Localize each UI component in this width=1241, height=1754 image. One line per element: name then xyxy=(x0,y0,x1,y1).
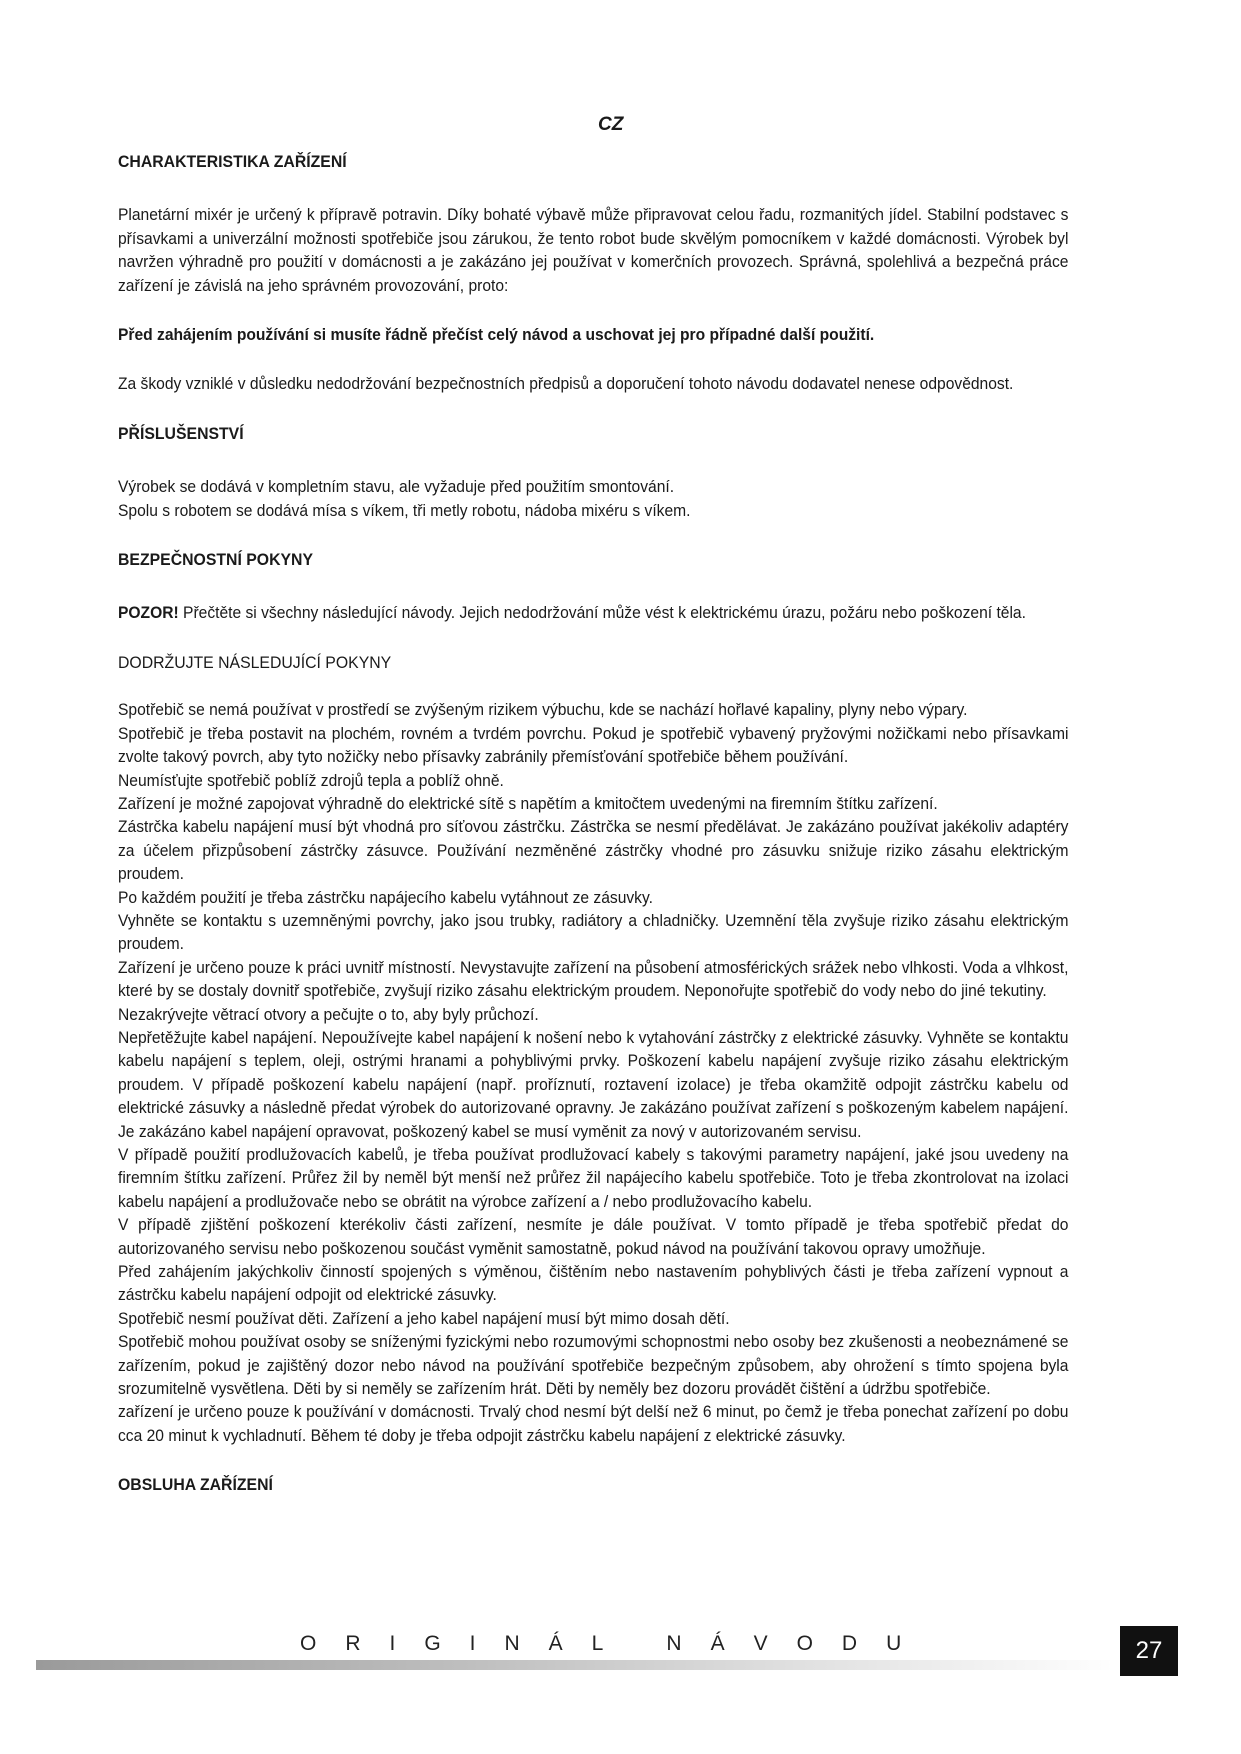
safety-item: zařízení je určeno pouze k používání v domácnosti. Trvalý chod nesmí být delší než 6 minut, po čemž je třeba ponechat zařízení po dobu cca 20 minut k vychladnutí. Během té doby je třeba odpojit zástrčku kabelu napájení z elektrické zásuvky. xyxy=(118,1402,1069,1445)
section-title-bezpecnost: BEZPEČNOSTNÍ POKYNY xyxy=(118,550,314,570)
warning-text: Přečtěte si všechny následující návody. Jejich nedodržování může vést k elektrickému úrazu, požáru nebo poškození těla. xyxy=(178,603,1026,623)
paragraph-warning xyxy=(118,601,1068,624)
section-title-charakteristika: CHARAKTERISTIKA ZAŘÍZENÍ xyxy=(118,152,347,171)
section-title-obsluha: OBSLUHA ZAŘÍZENÍ xyxy=(118,1475,273,1495)
paragraph-liability: Za škody vzniklé v důsledku nedodržování bezpečnostních předpisů a doporučení tohoto návodu dodavatel nenese odpovědnost. xyxy=(118,374,1014,394)
safety-item: Spotřebič mohou používat osoby se sníženými fyzickými nebo rozumovými schopnostmi nebo osoby bez zkušenosti a neobeznámené se zařízením, pokud je zajištěný dozor nebo návod na používání spotřebiče bezpečným způsobem, aby ohrožení s tímto spojena byla srozumitelně vysvětlena. Děti by si neměly se zařízením hrát. Děti by neměly bez dozoru provádět čištění a údržbu spotřebiče. xyxy=(118,1332,1069,1399)
paragraph-important-notice: Před zahájením používání si musíte řádně přečíst celý návod a uschovat jej pro případné další použití. xyxy=(118,325,875,345)
section-title-prislusenstvi: PŘÍSLUŠENSTVÍ xyxy=(118,423,244,443)
safety-item: Nepřetěžujte kabel napájení. Nepoužívejte kabel napájení k nošení nebo k vytahování zástrčky z elektrické zásuvky. Vyhněte se kontaktu kabelu napájení s teplem, oleji, ostrými hranami a pohyblivými prvky. Poškození kabelu napájení zvyšuje riziko zásahu elektrickým proudem. V případě poškození kabelu napájení (např. proříznutí, roztavení izolace) je třeba okamžitě odpojit zástrčku kabelu od elektrické zásuvky a následně předat výrobek do autorizované opravny. Je zakázáno používat zařízení s poškozeným kabelem napájení. Je zakázáno kabel napájení opravovat, poškozený kabel se musí vyměnit za nový v autorizovaném servisu. xyxy=(118,1027,1069,1141)
warning-label: POZOR! xyxy=(118,603,179,623)
safety-item: Vyhněte se kontaktu s uzemněnými povrchy, jako jsou trubky, radiátory a chladničky. Uzemnění těla zvyšuje riziko zásahu elektrickým proudem. xyxy=(118,910,1069,954)
footer-gradient-bar xyxy=(36,1660,1126,1670)
accessories-line-2: Spolu s robotem se dodává mísa s víkem, tři metly robotu, nádoba mixéru s víkem. xyxy=(118,500,691,520)
safety-item: Nezakrývejte větrací otvory a pečujte o to, aby byly průchozí. xyxy=(118,1004,539,1024)
safety-item: Zařízení je určeno pouze k práci uvnitř místností. Nevystavujte zařízení na působení atmosférických srážek nebo vlhkosti. Voda a vlhkost, které by se dostaly dovnitř spotřebiče, zvyšují riziko zásahu elektrickým proudem. Neponořujte spotřebič do vody nebo do jiné tekutiny. xyxy=(118,957,1069,1001)
safety-item: V případě zjištění poškození kterékoliv části zařízení, nesmíte je dále používat. V tomto případě je třeba spotřebič předat do autorizovaného servisu nebo poškozenou součást vyměnit samostatně, pokud návod na používání takovou opravy umožňuje. xyxy=(118,1215,1069,1258)
safety-item: Spotřebič nesmí používat děti. Zařízení a jeho kabel napájení musí být mimo dosah dětí. xyxy=(118,1308,730,1328)
safety-instructions-list xyxy=(118,698,1068,1447)
page-number: 27 xyxy=(1120,1626,1178,1676)
safety-item: Po každém použití je třeba zástrčku napájecího kabelu vytáhnout ze zásuvky. xyxy=(118,887,653,907)
safety-item: Spotřebič je třeba postavit na plochém, rovném a tvrdém povrchu. Pokud je spotřebič vybavený pryžovými nožičkami nebo přísavkami zvolte takový povrch, aby tyto nožičky nebo přísavky zabránily přemísťování spotřebiče během používání. xyxy=(118,723,1069,767)
safety-item: V případě použití prodlužovacích kabelů, je třeba používat prodlužovací kabely s takovými parametry napájení, jaké jsou uvedeny na firemním štítku zařízení. Průřez žil by neměl být menší než průřez žil napájecího kabelu spotřebiče. Toto je třeba zkontrolovat na izolaci kabelu napájení a prodlužovače nebo se obrátit na výrobce zařízení a / nebo prodlužovacího kabelu. xyxy=(118,1145,1069,1211)
subtitle-dodrzujte: DODRŽUJTE NÁSLEDUJÍCÍ POKYNY xyxy=(118,652,392,672)
page-content xyxy=(118,150,1068,1527)
safety-item: Před zahájením jakýchkoliv činností spojených s výměnou, čištěním nebo nastavením pohyblivých části je třeba zařízení vypnout a zástrčku kabelu napájení odpojit od elektrické zásuvky. xyxy=(118,1262,1069,1305)
accessories-line-1: Výrobek se dodává v kompletním stavu, ale vyžaduje před použitím smontování. xyxy=(118,477,675,497)
safety-item: Zařízení je možné zapojovat výhradně do elektrické sítě s napětím a kmitočtem uvedenými na firemním štítku zařízení. xyxy=(118,793,938,813)
paragraph-intro: Planetární mixér je určený k přípravě potravin. Díky bohaté výbavě může připravovat celou řadu, rozmanitých jídel. Stabilní podstavec s přísavkami a univerzální možnosti spotřebiče jsou zárukou, že tento robot bude skvělým pomocníkem v každé domácnosti. Výrobek byl navržen výhradně pro použití v domácnosti a je zakázáno jej používat v komerčních provozech. Správná, spolehlivá a bezpečná práce zařízení je závislá na jeho správném provozování, proto: xyxy=(118,205,1069,295)
paragraph-accessories xyxy=(118,475,1068,522)
safety-item: Zástrčka kabelu napájení musí být vhodná pro síťovou zástrčku. Zástrčka se nesmí předělávat. Je zakázáno používat jakékoliv adaptéry za účelem přizpůsobení zástrčky zásuvce. Používání nezměněné zástrčky vhodné pro zásuvku snižuje riziko zásahu elektrickým proudem. xyxy=(118,817,1069,884)
safety-item: Spotřebič se nemá používat v prostředí se zvýšeným rizikem výbuchu, kde se nachází hořlavé kapaliny, plyny nebo výpary. xyxy=(118,700,968,720)
footer-title: ORIGINÁL NÁVODU xyxy=(300,1632,931,1655)
safety-item: Neumísťujte spotřebič poblíž zdrojů tepla a poblíž ohně. xyxy=(118,770,504,790)
language-code: CZ xyxy=(598,114,624,135)
